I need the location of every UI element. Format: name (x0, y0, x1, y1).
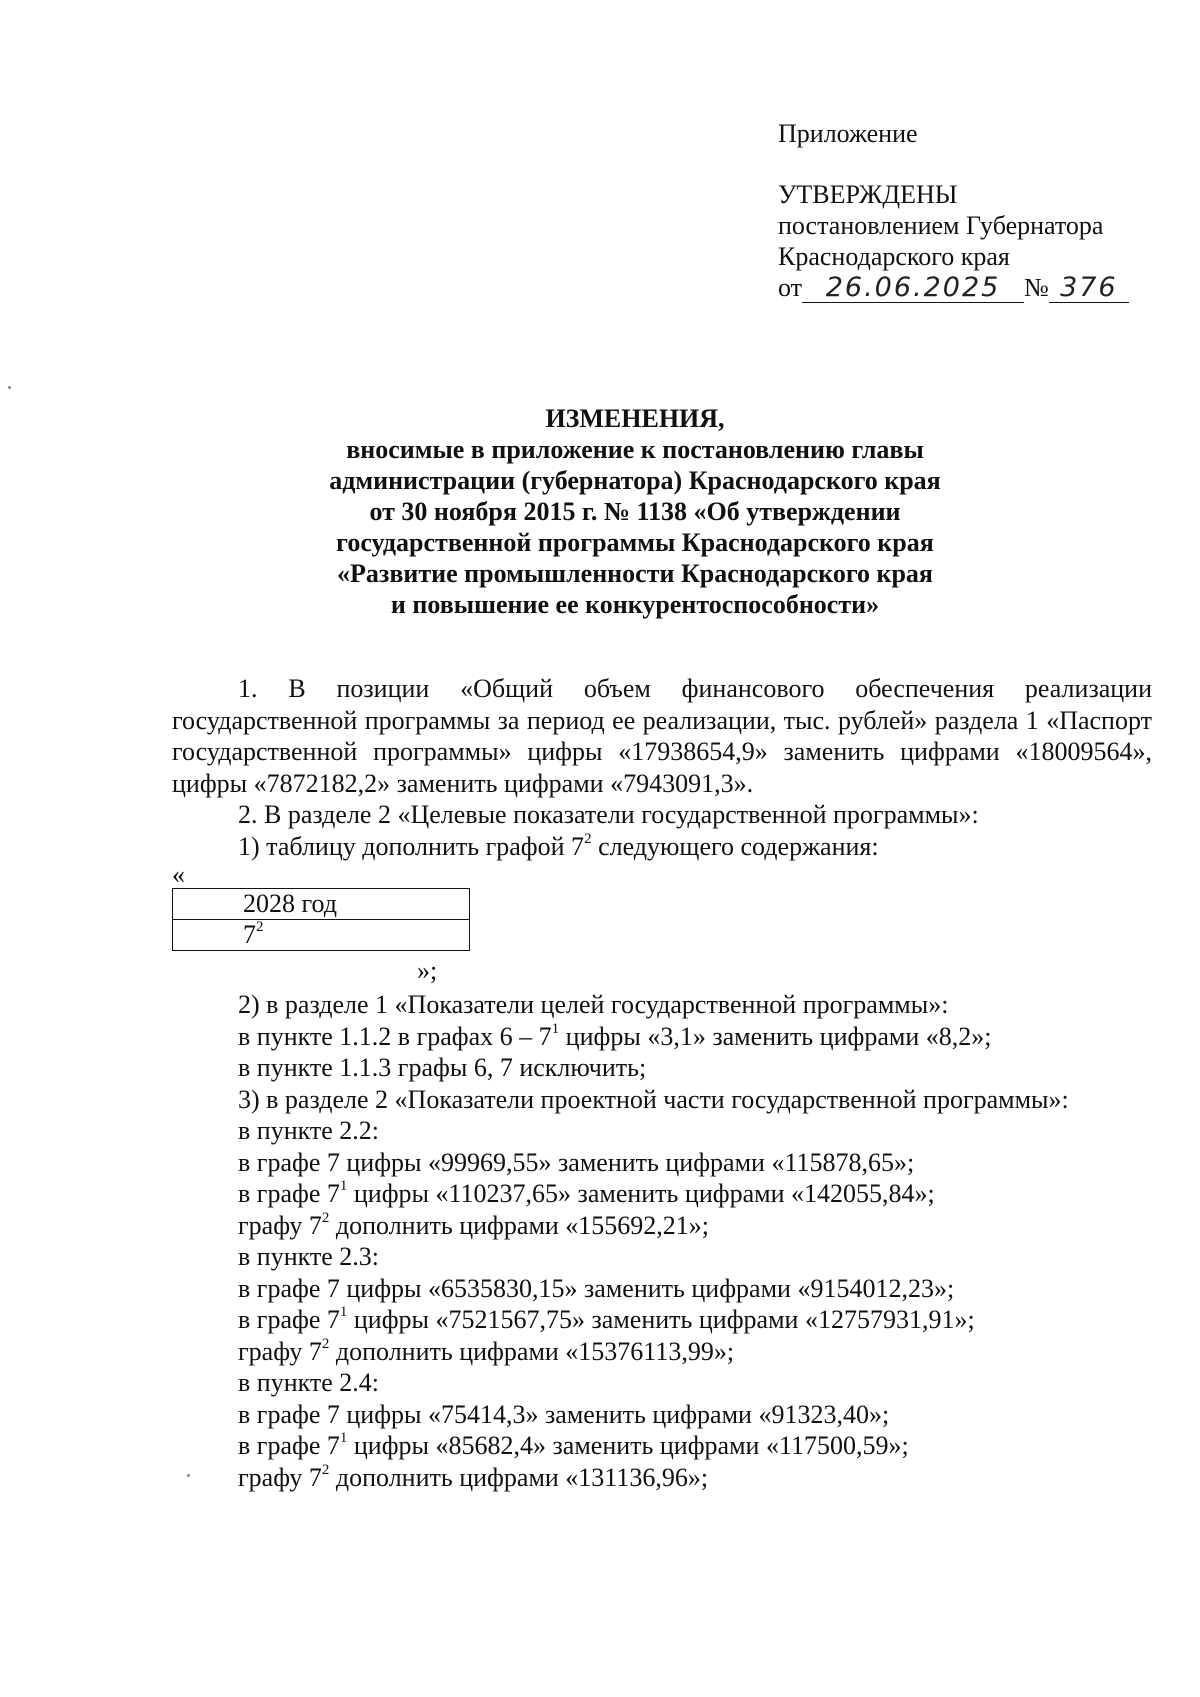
approved-by-line: постановлением Губернатора (778, 211, 1104, 240)
appendix-label: Приложение (778, 119, 918, 148)
title-line: государственной программы Краснодарского края (336, 528, 934, 557)
list-item: в графе 7 цифры «6535830,15» заменить цифрами «9154012,23»; (238, 1273, 955, 1303)
approval-date-line (778, 272, 1168, 303)
title-line: и повышение ее конкурентоспособности» (390, 590, 880, 619)
table-cell-column: $7^2$ (173, 920, 470, 951)
list-item: графу $7^2$ дополнить цифрами «131136,96»; (238, 1461, 709, 1492)
title-heading: ИЗМЕНЕНИЯ, (545, 404, 725, 433)
scan-speck (8, 386, 11, 389)
list-item: в пункте 2.4: (238, 1368, 380, 1397)
scan-speck (187, 1474, 190, 1477)
inserted-column-table (172, 888, 470, 951)
handwritten-number: 376 (1049, 274, 1129, 303)
list-item: в графе $7^1$ цифры «7521567,75» заменить цифрами «12757931,91»; (238, 1304, 975, 1334)
title-line: «Развитие промышленности Краснодарского края (337, 559, 933, 588)
handwritten-date: 26.06.2025 (802, 274, 1024, 303)
list-item: в пункте 1.1.2 в графах $6 - 7^1$ цифры «3,1» заменить цифрами «8,2»; (238, 1020, 992, 1051)
list-item: 3) в разделе 2 «Показатели проектной части государственной программы»: (238, 1084, 1069, 1114)
title-line: от 30 ноября 2015 г. № 1138 «Об утверждении (369, 497, 901, 526)
list-item: в графе 7 цифры «99969,55» заменить цифрами «115878,65»; (238, 1147, 915, 1177)
document-title (200, 403, 1070, 620)
approved-label: УТВЕРЖДЕНЫ (778, 180, 958, 209)
list-item: графу $7^2$ дополнить цифрами «155692,21»; (238, 1209, 710, 1240)
paragraph-3: 1) таблицу дополнить графой $7^2$ следующего содержания: (238, 830, 879, 861)
table-cell-year: 2028 год (173, 889, 470, 920)
table-row (173, 889, 470, 920)
quote-open: « (172, 860, 185, 889)
document-body (172, 673, 1152, 1493)
table-row (173, 920, 470, 951)
number-label: № (1024, 273, 1049, 302)
list-item: в пункте 2.3: (238, 1242, 380, 1271)
list-item: в графе $7^1$ цифры «85682,4» заменить цифрами «117500,59»; (238, 1430, 909, 1460)
list-item: в пункте 1.1.3 графы 6, 7 исключить; (238, 1053, 647, 1082)
list-item: 2) в разделе 1 «Показатели целей государственной программы»: (238, 990, 949, 1019)
list-item: в графе $7^1$ цифры «110237,65» заменить цифрами «142055,84»; (238, 1178, 935, 1208)
approved-region-line: Краснодарского края (778, 242, 1010, 271)
title-line: администрации (губернатора) Краснодарского края (329, 466, 941, 495)
paragraph-1: 1. В позиции «Общий объем финансового обеспечения реализации государственной программы за период ее реализации, тыс. рублей» раздела 1 «Паспорт государственной программы» цифры «17938654,9» заменить цифрами «18009564», цифры «7872182,2» заменить цифрами «7943091,3». (172, 674, 1152, 798)
list-item: в пункте 2.2: (238, 1116, 380, 1145)
paragraph-2: 2. В разделе 2 «Целевые показатели государственной программы»: (238, 800, 979, 829)
title-line: вносимые в приложение к постановлению главы (346, 435, 924, 464)
quote-close: »; (417, 956, 438, 985)
date-prefix: от (778, 273, 803, 302)
list-item: графу $7^2$ дополнить цифрами «15376113,99»; (238, 1335, 735, 1366)
list-item: в графе 7 цифры «75414,3» заменить цифрами «91323,40»; (238, 1399, 890, 1429)
approval-block (778, 118, 1168, 303)
